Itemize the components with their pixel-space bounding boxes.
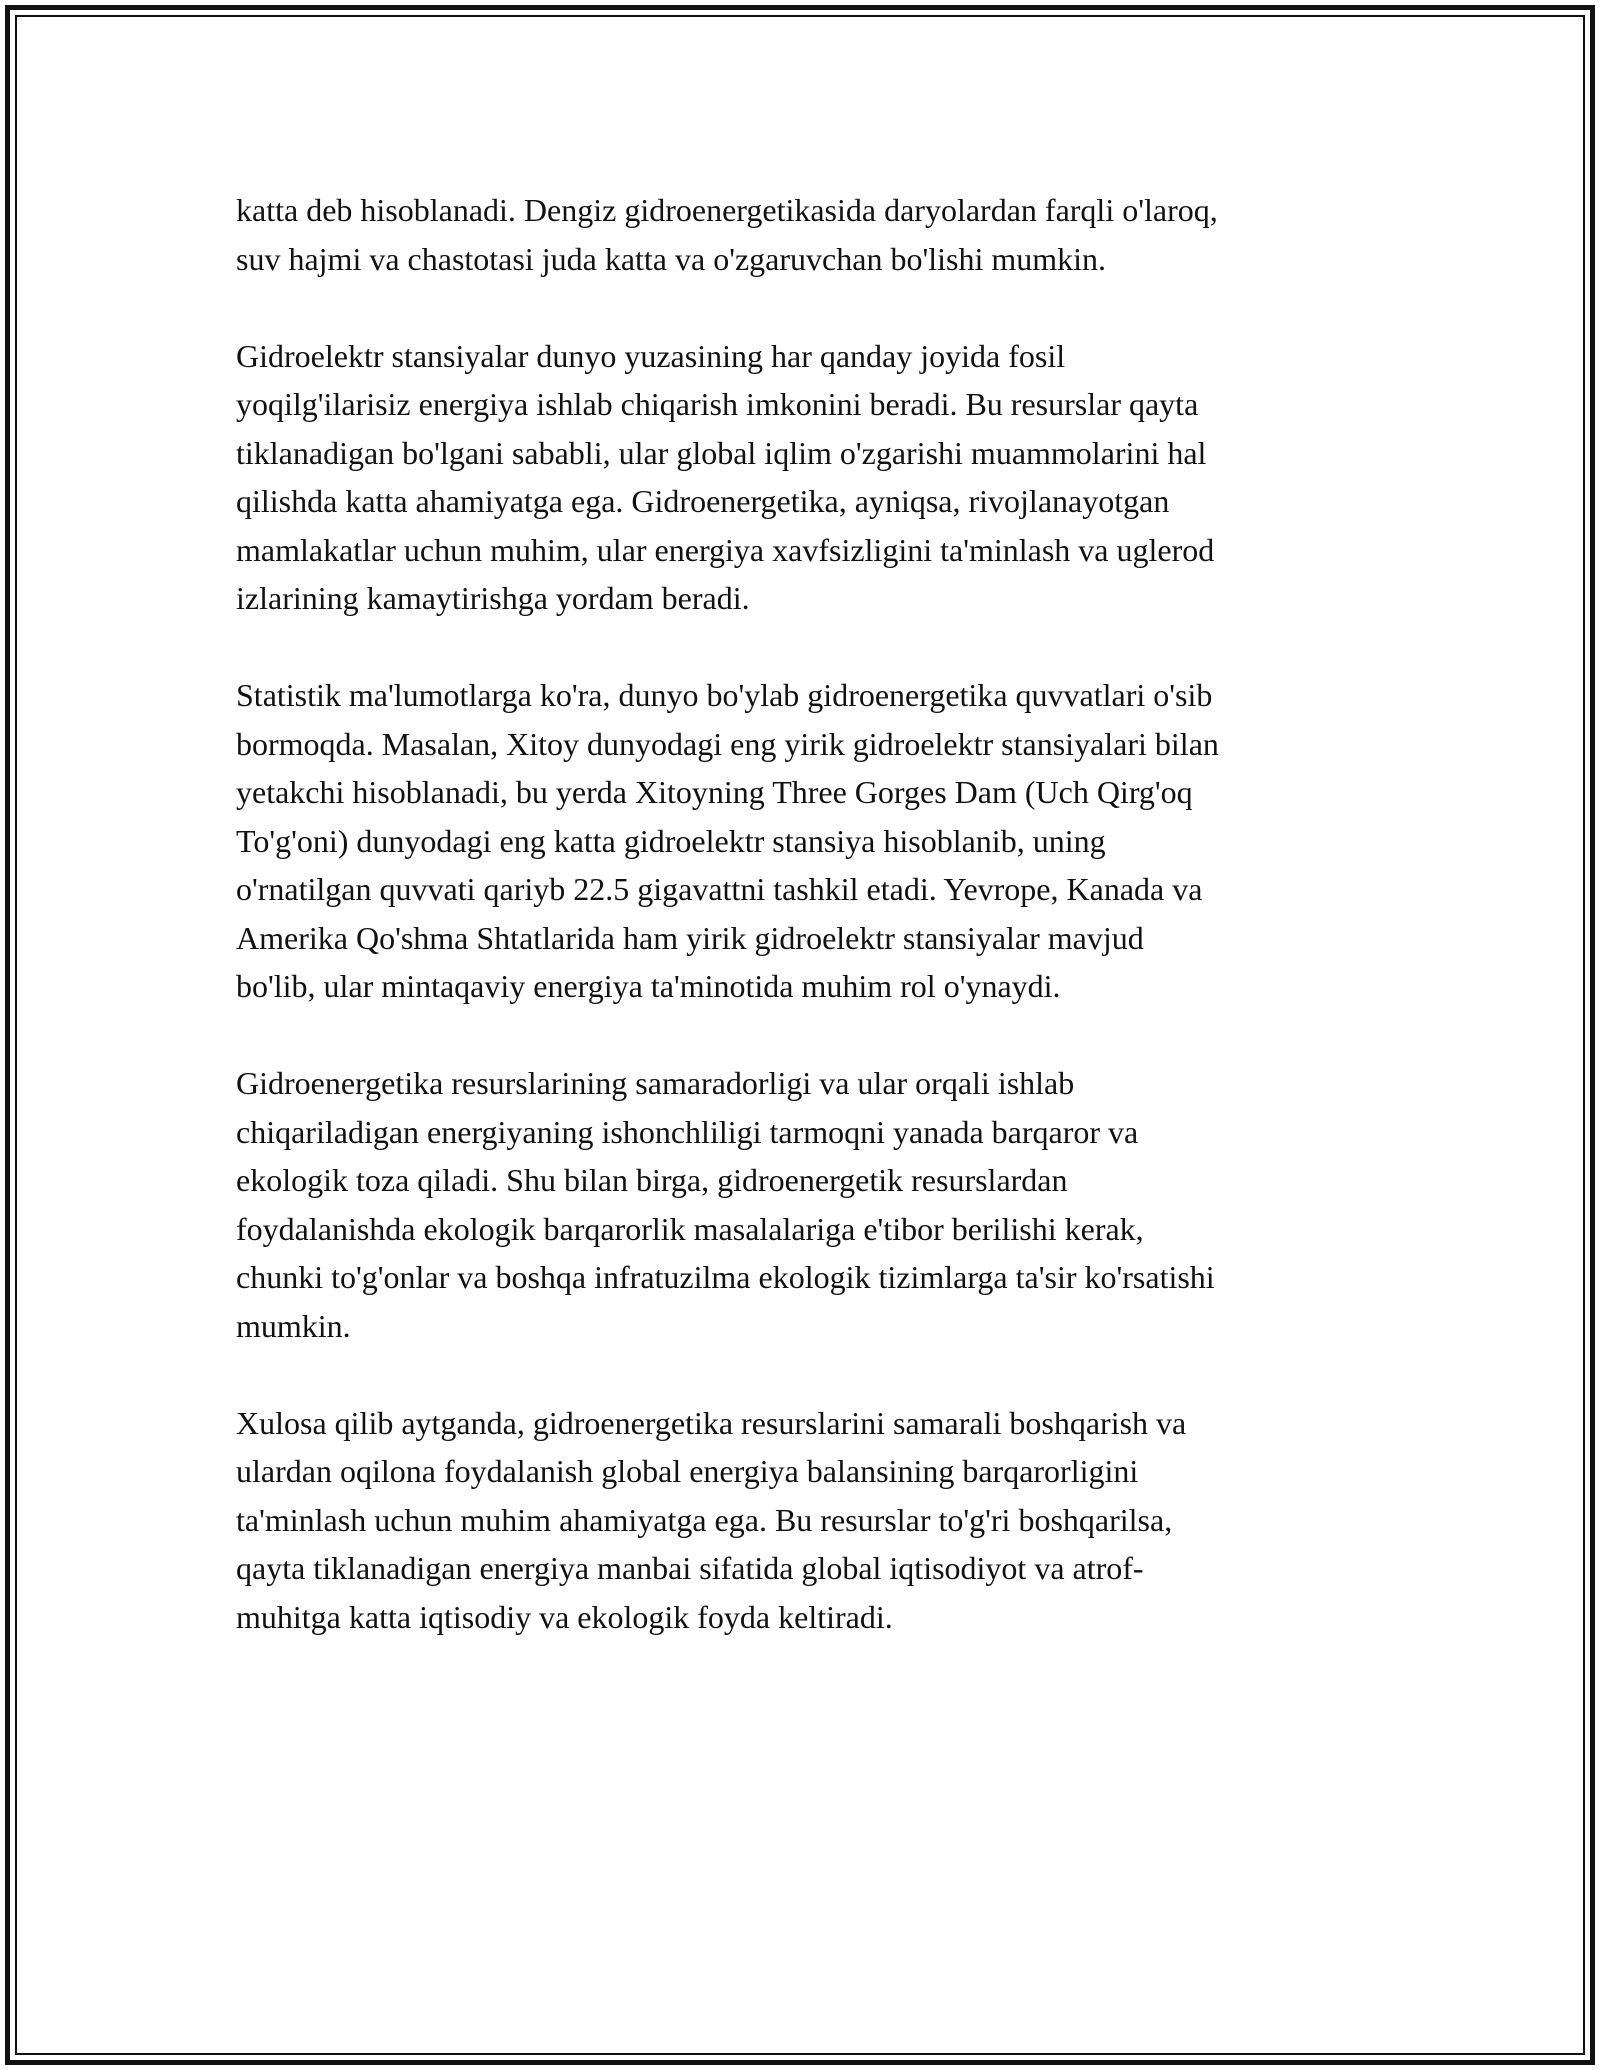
paragraph: Xulosa qilib aytganda, gidroenergetika resurslarini samarali boshqarish va ulardan oqilona foydalanish global energiya balansining barqarorligini ta'minlash uchun muhim ahamiyatga ega. Bu resurslar to'g'ri boshqarilsa, qayta tiklanadigan energiya manbai sifatida global iqtisodiyot va atrof- muhitga katta iqtisodiy va ekologik foyda keltiradi. bbox=[236, 1404, 1187, 1635]
paragraph: Gidroenergetika resurslarining samaradorligi va ular orqali ishlab chiqariladigan energiyaning ishonchliligi tarmoqni yanada barqaror va ekologik toza qiladi. Shu bilan birga, gidroenergetik resurslardan foydalanishda ekologik barqarorlik masalalariga e'tibor berilishi kerak, chunki to'g'onlar va boshqa infratuzilma ekologik tizimlarga ta'sir ko'rsatishi mumkin. bbox=[236, 1065, 1215, 1344]
paragraph: Statistik ma'lumotlarga ko'ra, dunyo bo'ylab gidroenergetika quvvatlari o'sib bormoqda. Masalan, Xitoy dunyodagi eng yirik gidroelektr stansiyalari bilan yetakchi hisoblanadi, bu yerda Xitoyning Three Gorges Dam (Uch Qirg'oq To'g'oni) dunyodagi eng katta gidroelektr stansiya hisoblanib, uning o'rnatilgan quvvati qariyb 22.5 gigavattni tashkil etadi. Yevrope, Kanada va Amerika Qo'shma Shtatlarida ham yirik gidroelektr stansiyalar mavjud bo'lib, ular mintaqaviy energiya ta'minotida muhim rol o'ynaydi. bbox=[236, 677, 1219, 1004]
paragraph: katta deb hisoblanadi. Dengiz gidroenergetikasida daryolardan farqli o'laroq, suv hajmi va chastotasi juda katta va o'zgaruvchan bo'lishi mumkin. bbox=[236, 192, 1218, 277]
paragraph: Gidroelektr stansiyalar dunyo yuzasining har qanday joyida fosil yoqilg'ilarisiz energiya ishlab chiqarish imkonini beradi. Bu resurslar qayta tiklanadigan bo'lgani sababli, ular global iqlim o'zgarishi muammolarini hal qilishda katta ahamiyatga ega. Gidroenergetika, ayniqsa, rivojlanayotgan mamlakatlar uchun muhim, ular energiya xavfsizligini ta'minlash va uglerod izlarining kamaytirishga yordam beradi. bbox=[236, 337, 1215, 616]
document-body bbox=[236, 186, 1376, 1641]
